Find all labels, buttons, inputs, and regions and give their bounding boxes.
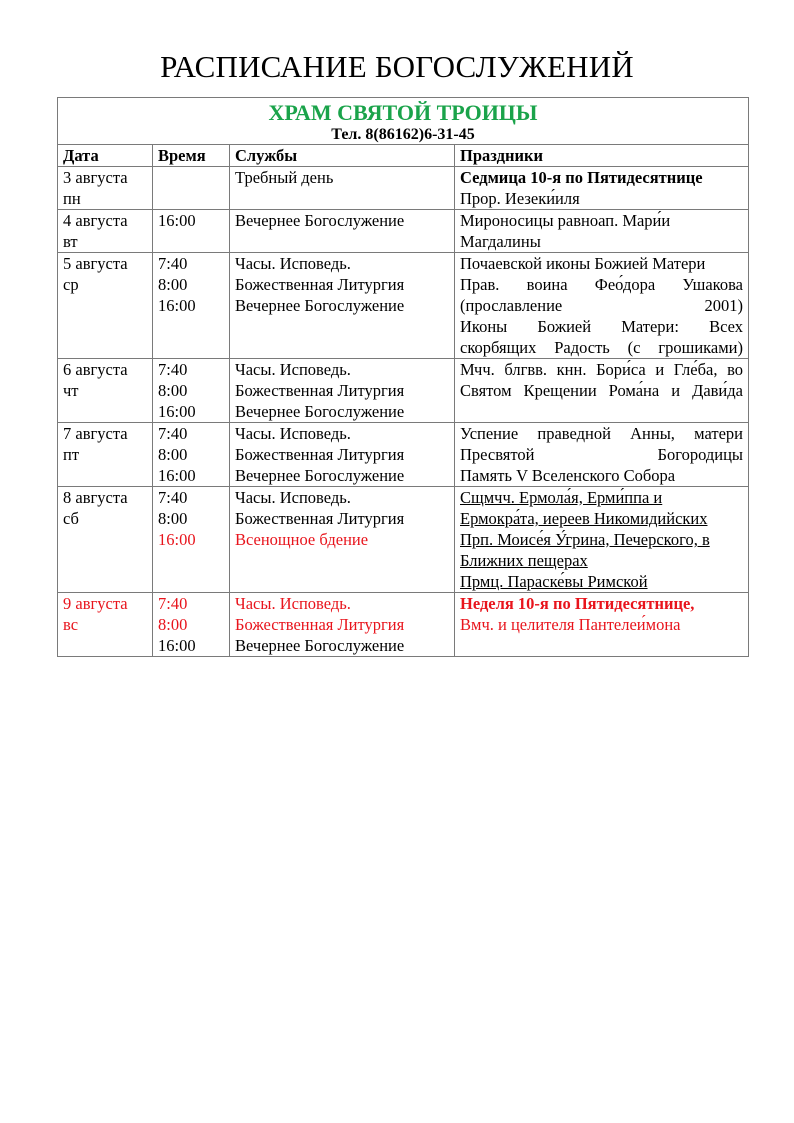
time-cell	[153, 423, 230, 487]
feasts-cell	[455, 359, 749, 423]
service-name: Вечернее Богослужение	[235, 466, 405, 485]
column-header-services: Службы	[230, 145, 455, 167]
service-time: 16:00	[158, 530, 196, 549]
church-header-row	[58, 98, 749, 145]
date-cell	[58, 167, 153, 210]
feast-text: Прав. воина Фео́дора Ушакова (прославление 2001)	[460, 275, 743, 315]
time-cell	[153, 593, 230, 657]
weekday-text: ср	[63, 275, 79, 294]
schedule-body	[58, 167, 749, 657]
weekday-text: вт	[63, 232, 78, 251]
services-cell	[230, 167, 455, 210]
date-text: 3 августа	[63, 168, 128, 187]
service-name: Божественная Литургия	[235, 615, 405, 634]
table-row	[58, 487, 749, 593]
table-row	[58, 423, 749, 487]
church-phone: Тел. 8(86162)6-31-45	[331, 126, 475, 143]
services-cell	[230, 423, 455, 487]
table-row	[58, 359, 749, 423]
feast-text: Сщмчч. Ермола́я, Ерми́ппа и Ермокра́та, иереев Никомидийских	[460, 488, 708, 528]
services-cell	[230, 487, 455, 593]
service-name: Часы. Исповедь.	[235, 254, 351, 273]
service-time: 16:00	[158, 402, 196, 421]
service-name: Вечернее Богослужение	[235, 636, 405, 655]
time-cell	[153, 359, 230, 423]
services-cell	[230, 253, 455, 359]
service-time: 7:40	[158, 360, 188, 379]
services-cell	[230, 359, 455, 423]
weekday-text: чт	[63, 381, 79, 400]
church-header	[58, 98, 749, 145]
feast-text: Вмч. и целителя Пантелеи́мона	[460, 615, 681, 634]
service-name: Часы. Исповедь.	[235, 488, 351, 507]
service-name: Вечернее Богослужение	[235, 296, 405, 315]
feast-text: Иконы Божией Матери: Всех скорбящих Радость (с грошиками)	[460, 317, 743, 357]
weekday-text: сб	[63, 509, 79, 528]
schedule-table	[57, 97, 749, 657]
service-time: 7:40	[158, 488, 188, 507]
service-name: Божественная Литургия	[235, 275, 405, 294]
date-cell	[58, 210, 153, 253]
page-title: РАСПИСАНИЕ БОГОСЛУЖЕНИЙ	[160, 49, 634, 84]
date-text: 6 августа	[63, 360, 128, 379]
date-text: 4 августа	[63, 211, 128, 230]
feasts-cell	[455, 253, 749, 359]
feasts-cell	[455, 423, 749, 487]
feast-text: Почаевской иконы Божией Матери	[460, 254, 706, 273]
column-header-date: Дата	[58, 145, 153, 167]
table-row	[58, 253, 749, 359]
feasts-cell	[455, 593, 749, 657]
column-header-time: Время	[153, 145, 230, 167]
service-time: 16:00	[158, 466, 196, 485]
service-name: Часы. Исповедь.	[235, 360, 351, 379]
service-time: 8:00	[158, 509, 188, 528]
service-time: 8:00	[158, 615, 188, 634]
time-cell	[153, 253, 230, 359]
service-time: 7:40	[158, 424, 188, 443]
feast-text: Прмц. Параске́вы Римской	[460, 572, 648, 591]
date-text: 9 августа	[63, 594, 128, 613]
weekday-text: вс	[63, 615, 79, 634]
feast-text: Неделя 10-я по Пятидесятнице,	[460, 594, 695, 613]
service-name: Часы. Исповедь.	[235, 594, 351, 613]
date-cell	[58, 593, 153, 657]
church-name: ХРАМ СВЯТОЙ ТРОИЦЫ	[268, 100, 538, 125]
date-text: 7 августа	[63, 424, 128, 443]
feast-text: Мироносицы равноап. Мари́и Магдалины	[460, 211, 671, 251]
date-cell	[58, 487, 153, 593]
table-row	[58, 210, 749, 253]
service-name: Часы. Исповедь.	[235, 424, 351, 443]
date-cell	[58, 359, 153, 423]
column-header-feasts: Праздники	[455, 145, 749, 167]
feast-text: Прп. Моисе́я У́грина, Печерского, в Ближних пещерах	[460, 530, 710, 570]
service-name: Требный день	[235, 168, 334, 187]
services-cell	[230, 210, 455, 253]
date-text: 8 августа	[63, 488, 128, 507]
date-cell	[58, 423, 153, 487]
table-row	[58, 167, 749, 210]
table-row	[58, 593, 749, 657]
feasts-cell	[455, 487, 749, 593]
feast-text: Прор. Иезеки́иля	[460, 189, 580, 208]
service-time: 16:00	[158, 636, 196, 655]
feasts-cell	[455, 167, 749, 210]
service-time: 8:00	[158, 445, 188, 464]
service-name: Всенощное бдение	[235, 530, 369, 549]
date-text: 5 августа	[63, 254, 128, 273]
service-time: 7:40	[158, 254, 188, 273]
service-name: Вечернее Богослужение	[235, 211, 405, 230]
time-cell	[153, 487, 230, 593]
service-name: Божественная Литургия	[235, 509, 405, 528]
column-header-row	[58, 145, 749, 167]
service-name: Божественная Литургия	[235, 445, 405, 464]
weekday-text: пт	[63, 445, 80, 464]
service-time: 16:00	[158, 296, 196, 315]
feast-text: Успение праведной Анны, матери Пресвятой Богородицы	[460, 424, 743, 464]
service-time: 8:00	[158, 275, 188, 294]
feast-text: Седмица 10-я по Пятидесятнице	[460, 168, 703, 187]
feast-text: Память V Вселенского Собора	[460, 466, 676, 485]
service-time: 8:00	[158, 381, 188, 400]
feasts-cell	[455, 210, 749, 253]
time-cell	[153, 210, 230, 253]
date-cell	[58, 253, 153, 359]
service-time: 7:40	[158, 594, 188, 613]
services-cell	[230, 593, 455, 657]
feast-text: Мчч. блгвв. кнн. Бори́са и Гле́ба, во Святом Крещении Рома́на и Дави́да	[460, 360, 743, 400]
service-name: Вечернее Богослужение	[235, 402, 405, 421]
service-time: 16:00	[158, 211, 196, 230]
service-name: Божественная Литургия	[235, 381, 405, 400]
time-cell	[153, 167, 230, 210]
weekday-text: пн	[63, 189, 81, 208]
